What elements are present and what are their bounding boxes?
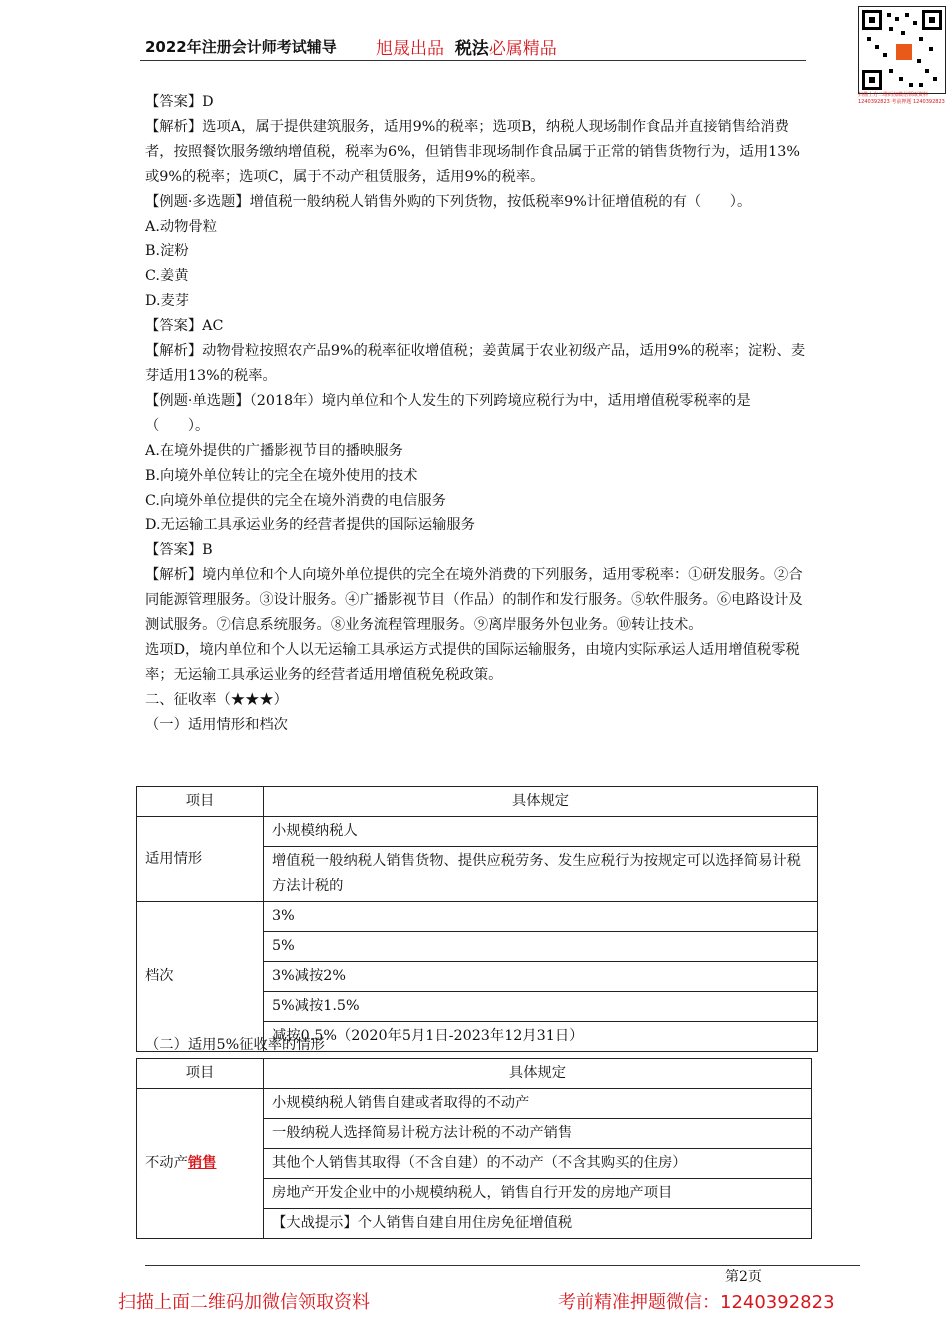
table-cell: 【大战提示】个人销售自建自用住房免征增值税: [264, 1209, 812, 1239]
answer-2: 【答案】AC: [145, 318, 224, 335]
question-2: 【例题·多选题】增值税一般纳税人销售外购的下列货物，按低税率9%计征增值税的有（ ）。: [145, 193, 752, 210]
label-prefix: 不动产: [145, 1155, 188, 1171]
levy-rate-table: [136, 786, 818, 1052]
header-rule: 具体规定: [264, 1059, 812, 1089]
brand-text: 旭晟出品: [376, 39, 444, 59]
table-cell: 3%: [264, 902, 818, 932]
header-item: 项目: [137, 787, 264, 817]
table-cell: 3%减按2%: [264, 962, 818, 992]
table-cell: 小规模纳税人销售自建或者取得的不动产: [264, 1089, 812, 1119]
sales-link[interactable]: 销售: [187, 1155, 217, 1171]
page-number: 第2页: [725, 1269, 762, 1285]
five-percent-table: [136, 1058, 812, 1239]
table-cell: 增值税一般纳税人销售货物、提供应税劳务、发生应税行为按规定可以选择简易计税方法计税的: [264, 847, 818, 902]
course-title: 2022年注册会计师考试辅导: [145, 38, 337, 56]
table-header: [137, 1059, 812, 1089]
option-c: C.姜黄: [145, 268, 189, 285]
document-body: [145, 90, 808, 738]
analysis-1: 【解析】选项A，属于提供建筑服务，适用9%的税率；选项B，纳税人现场制作食品并直接销售给消费者，按照餐饮服务缴纳增值税，税率为6%，但销售非现场制作食品属于正常的销售货物行为，适用13%或9%的税率；选项C，属于不动产租赁服务，适用9%的税率。: [145, 118, 800, 185]
header-item: 项目: [137, 1059, 264, 1089]
option-c: C.向境外单位提供的完全在境外消费的电信服务: [145, 492, 446, 509]
option-a: A.动物骨粒: [145, 218, 218, 235]
tag-text: 必属精品: [488, 39, 557, 59]
option-a: A.在境外提供的广播影视节目的播映服务: [145, 442, 403, 459]
brand-banner: [376, 34, 557, 59]
table-row: [137, 902, 818, 932]
analysis-3-note: 选项D，境内单位和个人以无运输工具承运方式提供的国际运输服务，由境内实际承运人适用增值税零税率；无运输工具承运业务的经营者适用增值税免税政策。: [145, 641, 800, 683]
qr-note: 扫描上方二维码加微信领取资料 1240392823 考前押题 1240392823: [858, 92, 945, 105]
table-cell: 5%: [264, 932, 818, 962]
option-d: D.无运输工具承运业务的经营者提供的国际运输服务: [145, 517, 476, 534]
analysis-2: 【解析】动物骨粒按照农产品9%的税率征收增值税；姜黄属于农业初级产品，适用9%的税率；淀粉、麦芽适用13%的税率。: [145, 343, 806, 384]
table-row: [137, 1089, 812, 1119]
answer-3: 【答案】B: [145, 542, 213, 559]
answer-1: 【答案】D: [145, 94, 214, 110]
table-cell: 减按0.5%（2020年5月1日-2023年12月31日）: [264, 1022, 818, 1052]
qr-code-icon[interactable]: [858, 6, 946, 94]
table-cell: 房地产开发企业中的小规模纳税人，销售自行开发的房地产项目: [264, 1179, 812, 1209]
footer-promo-left: 扫描上面二维码加微信领取资料: [118, 1292, 370, 1313]
question-3: 【例题·单选题】（2018年）境内单位和个人发生的下列跨境应税行为中，适用增值税零税率的是（ ）。: [145, 392, 751, 434]
option-d: D.麦芽: [145, 293, 190, 310]
group-label: 适用情形: [137, 817, 264, 902]
table-cell: 一般纳税人选择简易计税方法计税的不动产销售: [264, 1119, 812, 1149]
subject-text: 税法: [454, 39, 489, 59]
section-heading: 二、征收率（★★★）: [145, 691, 288, 708]
table-row: [137, 817, 818, 847]
footer-promo-right: 考前精准押题微信：1240392823: [558, 1292, 835, 1313]
table-header: [137, 787, 818, 817]
option-b: B.向境外单位转让的完全在境外使用的技术: [145, 467, 418, 484]
subsection-heading: （一）适用情形和档次: [145, 716, 288, 733]
analysis-3: 【解析】境内单位和个人向境外单位提供的完全在境外消费的下列服务，适用零税率：①研发服务。②合同能源管理服务。③设计服务。④广播影视节目（作品）的制作和发行服务。⑤软件服务。⑥电路设计及测试服务。⑦信息系统服务。⑧业务流程管理服务。⑨离岸服务外包业务。⑩转让技术。: [145, 567, 803, 634]
table-cell: 其他个人销售其取得（不含自建）的不动产（不含其购买的住房）: [264, 1149, 812, 1179]
group-label: 档次: [137, 902, 264, 1052]
option-b: B.淀粉: [145, 243, 189, 260]
table2-title: （二）适用5%征收率的情形: [145, 1037, 325, 1053]
table-cell: 小规模纳税人: [264, 817, 818, 847]
qr-logo-icon: [894, 42, 914, 62]
group-label: [137, 1089, 264, 1239]
header-divider: [140, 60, 806, 61]
table-cell: 5%减按1.5%: [264, 992, 818, 1022]
header-rule: 具体规定: [264, 787, 818, 817]
